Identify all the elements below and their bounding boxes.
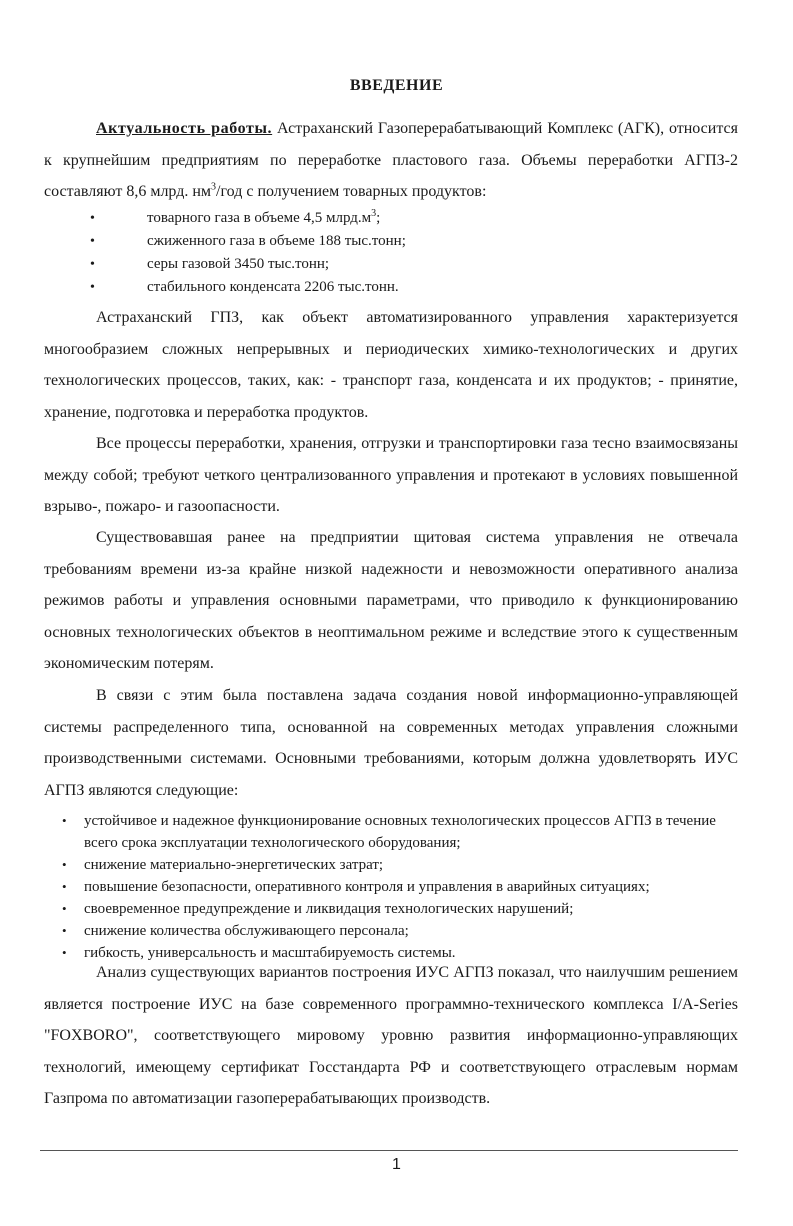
bullet-icon: • bbox=[90, 211, 95, 226]
bullet-icon: • bbox=[90, 257, 95, 272]
list-item: • своевременное предупреждение и ликвидация технологических нарушений; bbox=[62, 898, 742, 920]
body-paragraph-4: В связи с этим была поставлена задача создания новой информационно-управляющей системы распределенного типа, основанной на современных методах управления сложными производственными системами. Основными требованиями, которым должна удовлетворять ИУС АГПЗ являются следующие: bbox=[44, 687, 738, 799]
list-item: • сжиженного газа в объеме 188 тыс.тонн; bbox=[90, 230, 406, 253]
list-item: • снижение материально-энергетических затрат; bbox=[62, 854, 742, 876]
list-item: • снижение количества обслуживающего персонала; bbox=[62, 920, 742, 942]
list-item: • устойчивое и надежное функционирование основных технологических процессов АГПЗ в течение всего срока эксплуатации технологического оборудования; bbox=[62, 810, 742, 854]
list-item: • гибкость, универсальность и масштабируемость системы. bbox=[62, 942, 742, 964]
bullet-icon: • bbox=[62, 923, 67, 938]
body-paragraph-3: Существовавшая ранее на предприятии щитовая система управления не отвечала требованиям времени из-за крайне низкой надежности и невозможности оперативного анализа режимов работы и управления основными параметрами, что приводило к функционированию основных технологических объектов в неоптимальном режиме и вследствие этого к существенным экономическим потерям. bbox=[44, 529, 738, 672]
page-title: ВВЕДЕНИЕ bbox=[349, 77, 444, 94]
list-item: • повышение безопасности, оперативного контроля и управления в аварийных ситуациях; bbox=[62, 876, 742, 898]
bullet-icon: • bbox=[62, 945, 67, 960]
footer-divider bbox=[40, 1150, 738, 1151]
intro-superscript: 3 bbox=[211, 181, 217, 193]
intro-text-a: Астраханский Газоперерабатывающий Комплекс (АГК), относится к крупнейшим предприятиям по переработке пластового газа. Объемы переработки АГПЗ-2 составляют 8,6 млрд. нм bbox=[44, 120, 738, 200]
page-number: 1 bbox=[392, 1156, 401, 1173]
bullet-icon: • bbox=[62, 901, 67, 916]
intro-paragraph bbox=[44, 113, 738, 208]
bullet-icon: • bbox=[90, 234, 95, 249]
bullet-icon: • bbox=[62, 813, 67, 828]
conclusion-paragraph: Анализ существующих вариантов построения ИУС АГПЗ показал, что наилучшим решением является построение ИУС на базе современного программно-технического комплекса I/A-Series "FOXBORO", соответствующего мировому уровню развития информационно-управляющих технологий, имеющему сертификат Госстандарта РФ и соответствующего отраслевым нормам Газпрома по автоматизации газоперерабатывающих производств. bbox=[44, 964, 738, 1107]
bullet-icon: • bbox=[90, 280, 95, 295]
body-paragraph-2: Все процессы переработки, хранения, отгрузки и транспортировки газа тесно взаимосвязаны между собой; требуют четкого централизованного управления и протекают в условиях повышенной взрыво-, пожаро- и газоопасности. bbox=[44, 435, 738, 515]
intro-text-b: /год с получением товарных продуктов: bbox=[216, 183, 487, 200]
bullet-icon: • bbox=[62, 857, 67, 872]
list-item: • товарного газа в объеме 4,5 $млрд.м^3$; bbox=[90, 207, 406, 230]
requirements-list bbox=[62, 810, 742, 964]
body-paragraph-1: Астраханский ГПЗ, как объект автоматизированного управления характеризуется многообразием сложных непрерывных и периодических химико-технологических и других технологических процессов, таких, как: - транспорт газа, конденсата и их продуктов; - принятие, хранение, подготовка и переработка продуктов. bbox=[44, 309, 738, 421]
list-item: • стабильного конденсата 2206 тыс.тонн. bbox=[90, 276, 406, 299]
products-list bbox=[90, 207, 406, 299]
intro-label: Актуальность работы. bbox=[96, 120, 273, 137]
bullet-icon: • bbox=[62, 879, 67, 894]
list-item: • серы газовой 3450 тыс.тонн; bbox=[90, 253, 406, 276]
